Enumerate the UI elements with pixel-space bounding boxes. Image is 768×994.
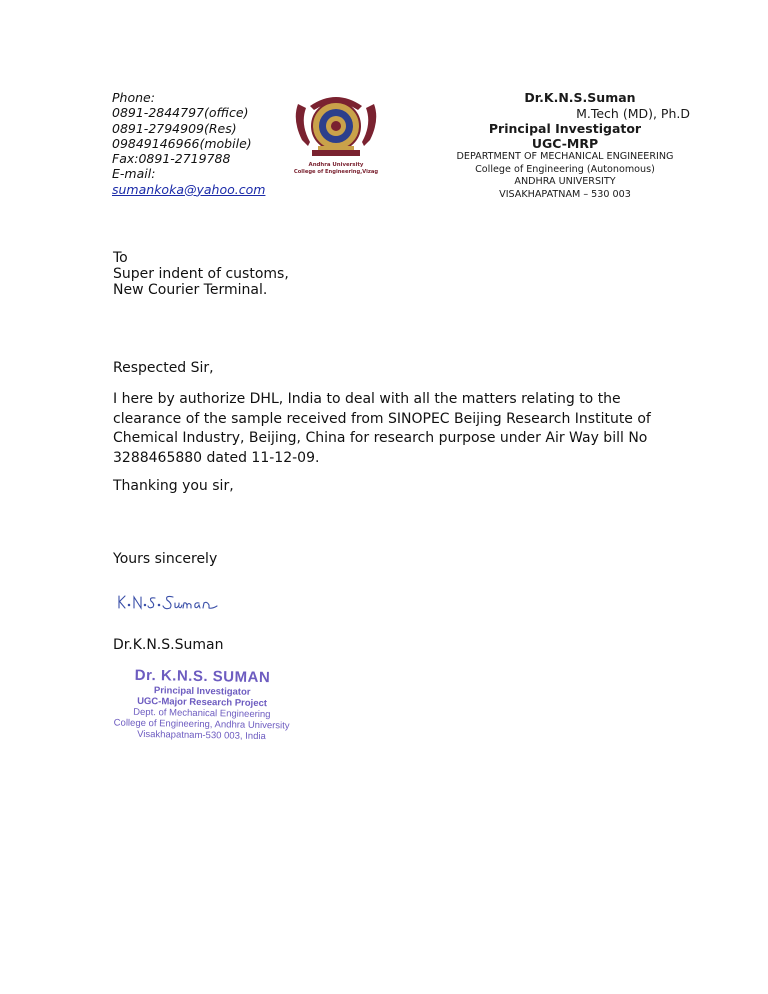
body-line-1: I here by authorize DHL, India to deal with all the matters relating to the — [113, 391, 621, 407]
recipient-line-1: Super indent of customs, — [113, 266, 289, 283]
signature-icon — [115, 588, 235, 618]
header-qualifications: M.Tech (MD), Ph.D — [576, 106, 690, 121]
stamp-project: UGC-Major Research Project — [137, 695, 268, 710]
handwritten-signature — [115, 588, 235, 618]
stamp-city: Visakhapatnam-530 003, India — [137, 728, 266, 743]
letterhead-block — [440, 90, 690, 201]
office-phone: 0891-2844797(office) — [112, 105, 249, 121]
logo-text-line2: College of Engineering,Vizag — [293, 169, 379, 175]
body-line-2: clearance of the sample received from SINOPEC Beijing Research Institute of — [113, 410, 651, 427]
recipient-address — [113, 250, 673, 299]
to-line: To — [113, 250, 128, 266]
stamp-department: Dept. of Mechanical Engineering — [133, 706, 271, 721]
university-seal-icon — [288, 90, 384, 178]
contact-block — [112, 90, 265, 197]
header-college: College of Engineering (Autonomous) — [475, 163, 655, 175]
stamp-name: Dr. K.N.S. SUMAN — [134, 666, 271, 687]
recipient-line-2: New Courier Terminal. — [113, 282, 268, 299]
university-logo — [288, 90, 384, 178]
header-name: Dr.K.N.S.Suman — [524, 90, 636, 105]
salutation: Respected Sir, — [113, 360, 214, 376]
logo-text-line1: Andhra University — [308, 162, 364, 168]
fax-number: Fax:0891-2719788 — [112, 151, 231, 167]
header-department: DEPARTMENT OF MECHANICAL ENGINEERING — [456, 151, 674, 162]
stamp-college: College of Engineering, Andhra University — [113, 717, 290, 732]
email-label: E-mail: — [112, 166, 156, 182]
header-city: VISAKHAPATNAM – 530 003 — [499, 188, 631, 200]
header-project: UGC-MRP — [531, 136, 599, 151]
header-title: Principal Investigator — [488, 121, 642, 136]
official-stamp — [111, 666, 292, 742]
header-university: ANDHRA UNIVERSITY — [514, 176, 616, 187]
mobile-phone: 09849146966(mobile) — [112, 135, 252, 151]
body-line-3: Chemical Industry, Beijing, China for research purpose under Air Way bill No — [113, 430, 648, 446]
signoff-name: Dr.K.N.S.Suman — [113, 637, 224, 653]
body-line-4: 3288465880 dated 11-12-09. — [113, 449, 320, 466]
phone-label: Phone: — [112, 90, 155, 105]
residence-phone: 0891-2794909(Res) — [112, 120, 237, 136]
email-link[interactable]: sumankoka@yahoo.com — [112, 181, 266, 197]
stamp-title: Principal Investigator — [153, 685, 251, 698]
closing-line: Yours sincerely — [113, 551, 218, 567]
letter-body — [113, 390, 673, 468]
thanks-line: Thanking you sir, — [113, 478, 234, 494]
